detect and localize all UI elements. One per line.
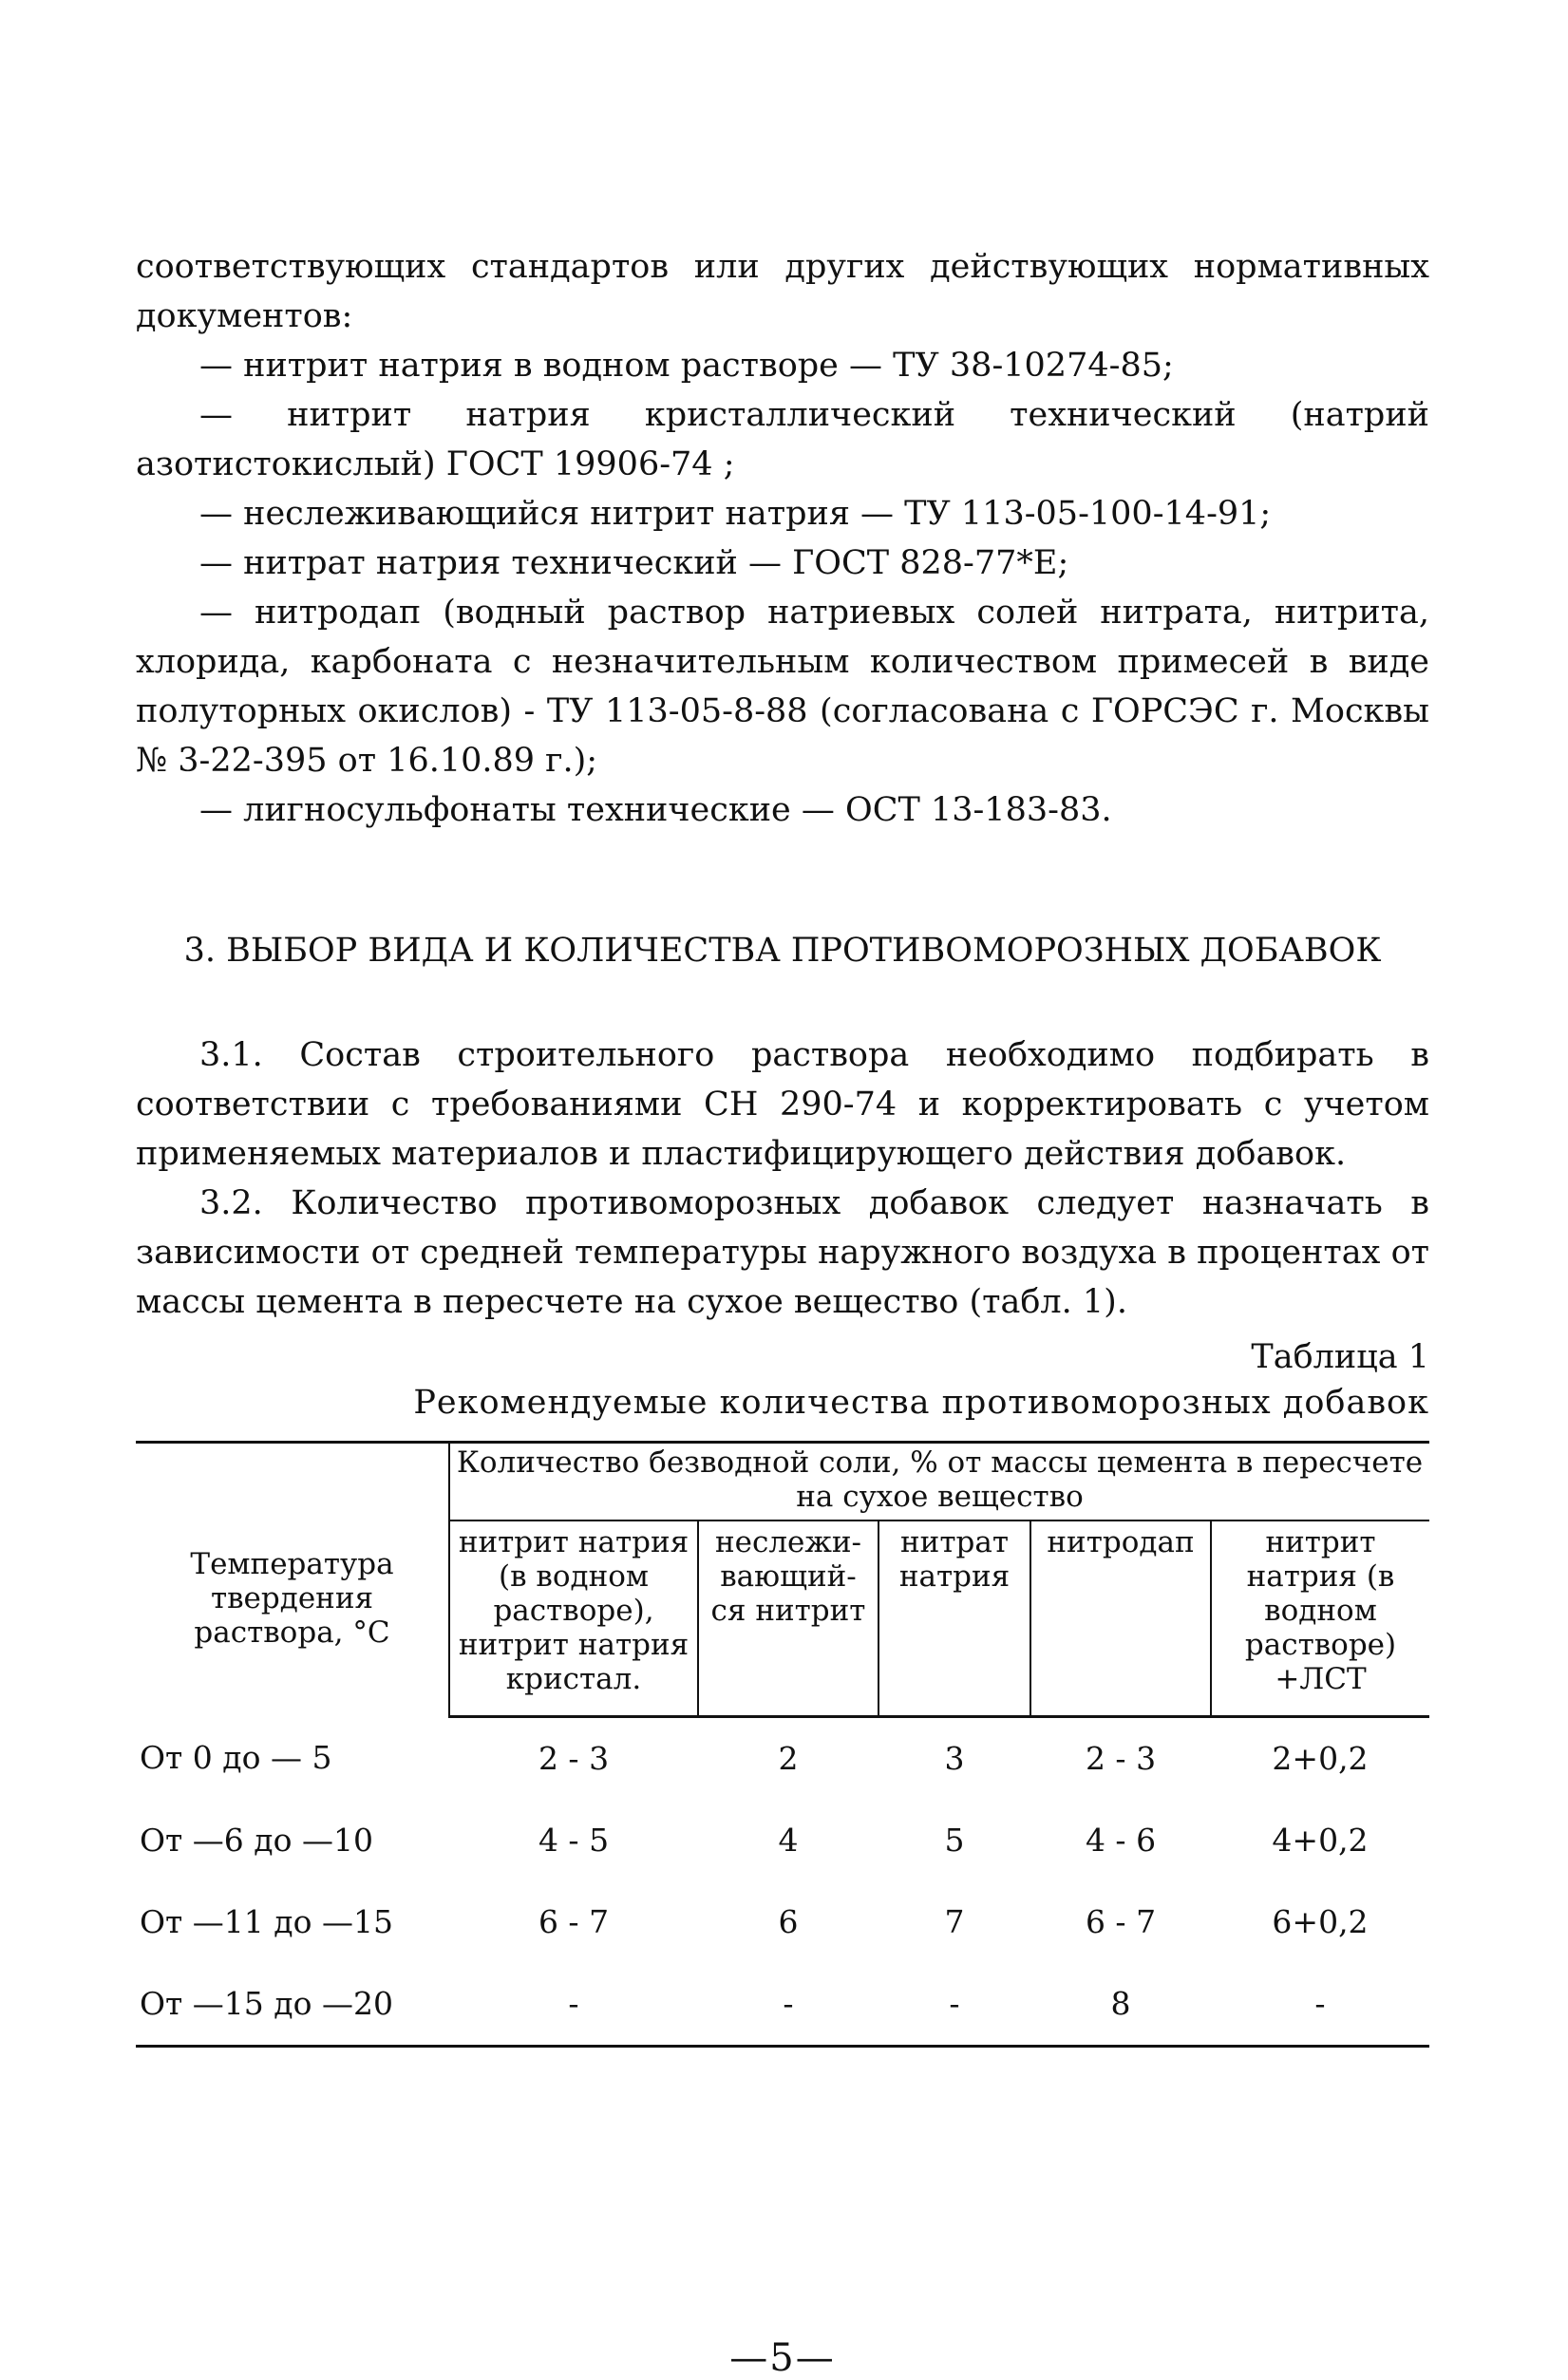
table-cell: - [878, 1963, 1030, 2047]
table-cell: 3 [944, 1740, 965, 1777]
table-caption: Таблица 1 [1251, 1338, 1429, 1376]
table-cell: 6+0,2 [1272, 1903, 1369, 1940]
table-row [136, 1963, 1429, 2047]
intro-block [136, 242, 1429, 835]
document-page [136, 242, 1429, 2380]
temperature-header: Температура твердения раствора, °С [136, 1443, 449, 1717]
table-cell: 6 [778, 1903, 799, 1940]
table-row [136, 1881, 1429, 1963]
temperature-cell: От 0 до — 5 [140, 1739, 332, 1777]
column-header: неслежи-вающий-ся нитрит [698, 1521, 878, 1717]
section-body [136, 1030, 1429, 1327]
table-cell: 4 - 5 [538, 1822, 610, 1859]
table-cell: - [698, 1963, 878, 2047]
column-header: нитрат натрия [878, 1521, 1030, 1717]
table-cell: - [1211, 1963, 1429, 2047]
table-row [136, 1717, 1429, 1801]
table-title: Рекомендуемые количества противоморозных добавок [413, 1384, 1429, 1422]
table-cell: - [449, 1963, 698, 2047]
table-cell: 2 - 3 [1085, 1740, 1157, 1777]
column-header: нитрит натрия (в водном растворе) +ЛСТ [1211, 1521, 1429, 1717]
table-cell: 5 [944, 1822, 965, 1859]
list-item: — нитрат натрия технический — ГОСТ 828-77*Е; [199, 544, 1069, 582]
table-cell: 4+0,2 [1272, 1822, 1369, 1859]
table-cell: 6 - 7 [538, 1903, 610, 1940]
temperature-cell: От —15 до —20 [136, 1963, 449, 2047]
temperature-cell: От —6 до —10 [140, 1822, 373, 1859]
list-item: — нитродап (водный раствор натриевых солей нитрата, нитрита, хлорида, карбоната с незначительным количеством примесей в виде полуторных окислов) - ТУ 113-05-8-88 (согласована с ГОРСЭС г. Москвы № 3-22-395 от 16.10.89 г.); [136, 594, 1429, 780]
table-cell: 6 - 7 [1085, 1903, 1157, 1940]
list-item: — неслеживающийся нитрит натрия — ТУ 113-05-100-14-91; [199, 495, 1272, 533]
group-header: Количество безводной соли, % от массы цемента в пересчете на сухое вещество [449, 1443, 1429, 1521]
table-cell: 4 - 6 [1085, 1822, 1157, 1859]
list-item: — нитрит натрия в водном растворе — ТУ 38-10274-85; [199, 347, 1174, 385]
column-header: нитродап [1030, 1521, 1211, 1717]
page-number: —5— [729, 2336, 836, 2380]
table-cell: 2 - 3 [538, 1740, 610, 1777]
column-header: нитрит натрия (в водном растворе), нитрит натрия кристал. [449, 1521, 698, 1717]
additives-table [136, 1441, 1429, 2048]
list-item: — нитрит натрия кристаллический технический (натрий азотистокислый) ГОСТ 19906-74 ; [136, 396, 1429, 483]
table-cell: 4 [778, 1822, 799, 1859]
table-cell: 7 [944, 1903, 965, 1940]
paragraph-3-2: 3.2. Количество противоморозных добавок следует назначать в зависимости от средней температуры наружного воздуха в процентах от массы цемента в пересчете на сухое вещество (табл. 1). [136, 1184, 1429, 1321]
table-cell: 2 [778, 1740, 799, 1777]
section-title: 3. ВЫБОР ВИДА И КОЛИЧЕСТВА ПРОТИВОМОРОЗНЫХ ДОБАВОК [183, 932, 1382, 970]
table-row [136, 1800, 1429, 1881]
table-cell: 8 [1030, 1963, 1211, 2047]
temperature-cell: От —11 до —15 [140, 1903, 393, 1940]
list-item: — лигносульфонаты технические — ОСТ 13-183-83. [199, 791, 1112, 829]
paragraph-3-1: 3.1. Состав строительного раствора необходимо подбирать в соответствии с требованиями СН 290-74 и корректировать с учетом применяемых материалов и пластифицирующего действия добавок. [136, 1036, 1429, 1173]
intro-lead: соответствующих стандартов или других действующих нормативных документов: [136, 248, 1429, 335]
table-cell: 2+0,2 [1272, 1740, 1369, 1777]
